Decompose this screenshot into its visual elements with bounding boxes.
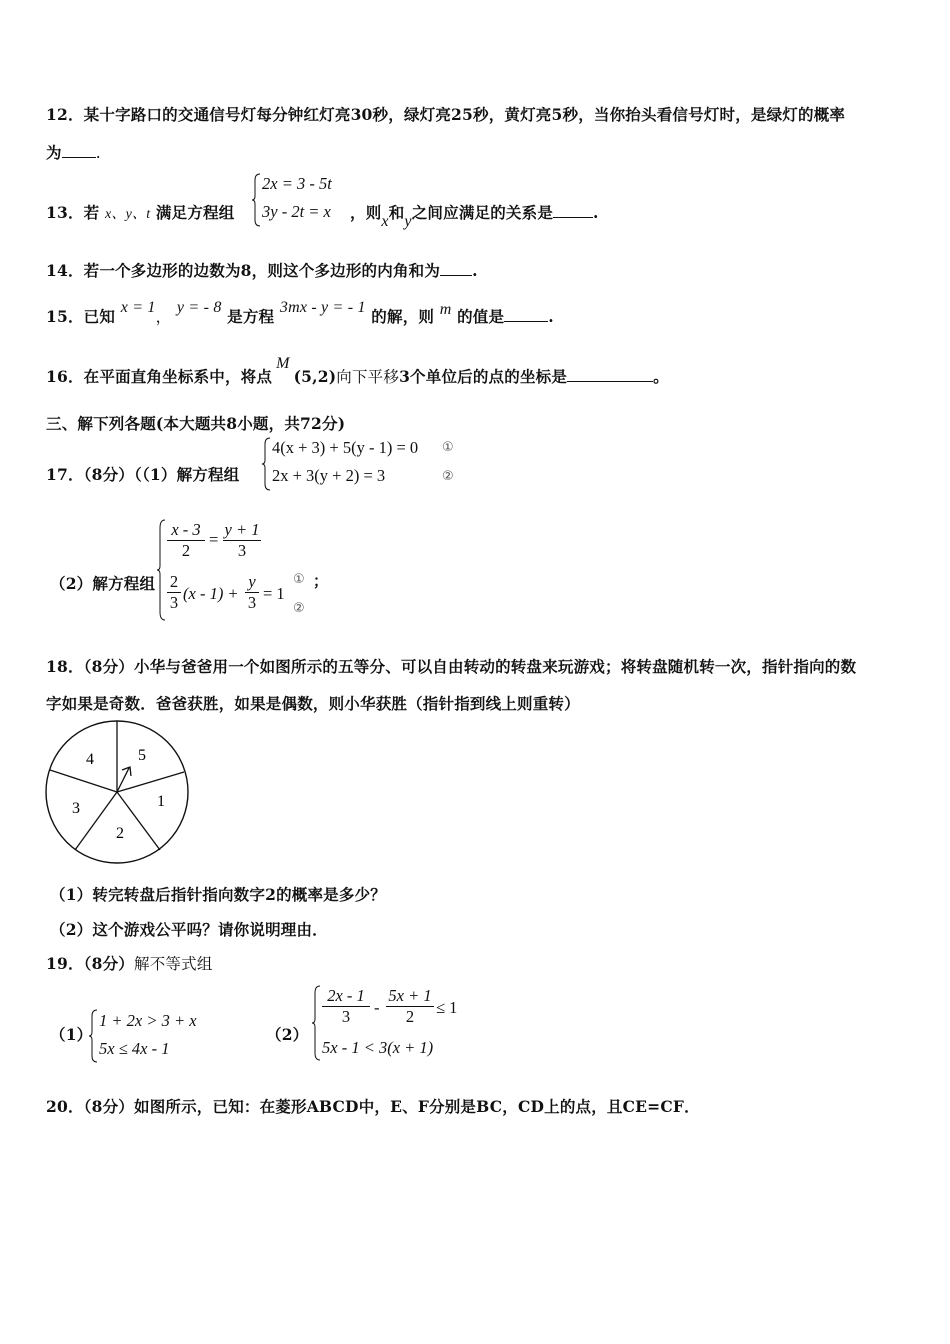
answer-blank	[62, 144, 96, 158]
q15-num: 15．已知	[46, 307, 116, 326]
q19-part2-label: （2）	[266, 1025, 309, 1044]
q19-head	[46, 952, 213, 974]
q15-m: m	[439, 301, 452, 318]
fraction	[245, 572, 259, 613]
circled-2-label: ②	[442, 469, 454, 484]
q15-comma: ，	[155, 308, 172, 326]
spinner-label: 4	[86, 751, 94, 768]
q18-sub2: （2）这个游戏公平吗？请你说明理由．	[50, 920, 328, 939]
fraction-numerator: 2x - 1	[327, 986, 365, 1005]
q18-line2: 字如果是奇数．爸爸获胜，如果是偶数，则小华获胜（指针指到线上则重转）	[46, 694, 580, 713]
fraction	[167, 520, 205, 561]
q13-eq1: 2x = 3 - 5t	[262, 174, 332, 193]
q17-eq2: 2x + 3(y + 2) = 3	[272, 466, 386, 485]
semicolon: ；	[313, 572, 329, 590]
brace-icon	[252, 172, 262, 228]
q15-tail1: 的解，则	[371, 307, 435, 326]
q13-num: 13．若	[46, 203, 100, 222]
q15-tail2: 的值是	[457, 307, 505, 326]
answer-blank	[553, 204, 593, 218]
q16-tail: 3个单位后的点的坐标是	[399, 367, 568, 386]
answer-blank	[567, 368, 653, 382]
q17-system2	[157, 518, 337, 622]
fraction-denominator: 2	[386, 1006, 434, 1027]
spinner-label: 2	[116, 825, 124, 842]
brace-icon	[312, 984, 322, 1062]
fraction-numerator: 5x + 1	[388, 986, 432, 1005]
q13-x: x	[381, 213, 389, 230]
brace-icon	[262, 436, 272, 492]
q14-line	[46, 259, 478, 281]
q16-line	[46, 355, 669, 387]
q15-end: .	[548, 307, 554, 326]
q12-end: .	[95, 144, 101, 162]
q12-line1: 12．某十字路口的交通信号灯每分钟红灯亮30秒，绿灯亮25秒，黄灯亮5秒，当你抬头看信号灯时，是绿灯的概率	[46, 105, 846, 124]
q15-mid: 是方程	[227, 307, 275, 326]
q18-line1: 18．（8分）小华与爸爸用一个如图所示的五等分、可以自由转动的转盘来玩游戏；将转盘随机转一次，指针指向的数	[46, 657, 857, 676]
q19-le-one: ≤ 1	[436, 998, 458, 1017]
q13-line	[46, 201, 234, 223]
q15-cond2: y = - 8	[176, 299, 222, 316]
answer-blank	[504, 308, 548, 322]
q14-end: .	[472, 261, 478, 280]
q13-tail	[350, 201, 599, 230]
q17-part2-label: （2）解方程组	[50, 574, 156, 593]
fraction	[386, 986, 434, 1027]
q19-system1	[89, 1008, 229, 1064]
circled-1-label: ①	[293, 572, 305, 587]
brace-icon	[89, 1008, 99, 1064]
fraction	[223, 520, 261, 561]
arrow-head-icon	[122, 767, 131, 776]
q15-line	[46, 299, 554, 327]
q16-num: 16．在平面直角坐标系中，将点	[46, 367, 273, 386]
q19-ineq2: 5x ≤ 4x - 1	[99, 1039, 170, 1058]
q18-sub1: （1）转完转盘后指针指向数字2的概率是多少？	[50, 885, 386, 904]
q19-ineq1: 1 + 2x > 3 + x	[99, 1011, 197, 1030]
fraction-denominator: 3	[223, 540, 261, 561]
q13-eq2: 3y - 2t = x	[262, 202, 331, 221]
q16-move: 向下平移	[336, 368, 400, 386]
spinner-label: 1	[157, 793, 165, 810]
q16-coord: (5,2)	[293, 367, 337, 386]
circled-1-label: ①	[442, 440, 454, 455]
fraction-denominator: 3	[322, 1006, 370, 1027]
q19-instruction: 解不等式组	[134, 955, 213, 973]
fraction-numerator: y	[248, 572, 256, 591]
spinner-divider	[50, 770, 117, 792]
fraction-denominator: 3	[245, 592, 259, 613]
spinner-label: 3	[72, 800, 80, 817]
q13-y: y	[404, 213, 412, 230]
fraction-numerator: x - 3	[171, 520, 201, 539]
equals-sign: =	[209, 530, 219, 549]
spinner-divider	[117, 772, 184, 792]
q13-system	[252, 172, 362, 228]
circled-2-label: ②	[293, 601, 305, 616]
q12-line2	[46, 141, 101, 163]
q13-then: ，则	[350, 203, 382, 222]
q13-relation: 之间应满足的关系是	[411, 203, 554, 222]
fraction-denominator: 3	[167, 592, 181, 613]
q13-end: .	[593, 203, 599, 222]
minus-sign: -	[374, 998, 380, 1017]
q19-system2	[312, 984, 482, 1062]
fraction	[167, 572, 181, 613]
spinner-figure	[42, 718, 194, 868]
q13-mid: 满足方程组	[155, 203, 235, 222]
fraction-numerator: y + 1	[224, 520, 260, 539]
q17-head: 17．（8分）（（1）解方程组	[46, 465, 240, 484]
q19-ineq-b2: 5x - 1 < 3(x + 1)	[322, 1038, 434, 1057]
brace-icon	[157, 518, 167, 622]
q13-and: 和	[388, 203, 405, 222]
fraction	[322, 986, 370, 1027]
q14-text: 14．若一个多边形的边数为8，则这个多边形的内角和为	[46, 261, 441, 280]
spinner-label: 5	[138, 747, 146, 764]
q17-mid-expr: (x - 1) +	[183, 584, 239, 603]
q16-point-m: M	[276, 355, 290, 372]
q13-vars: x、y、t	[104, 207, 151, 222]
q17-eq1: 4(x + 3) + 5(y - 1) = 0	[272, 438, 419, 457]
q15-cond1: x = 1	[120, 299, 156, 316]
section-3-title: 三、解下列各题(本大题共8小题，共72分)	[46, 414, 346, 433]
fraction-denominator: 2	[167, 540, 205, 561]
q16-end: 。	[653, 367, 669, 386]
q19-part1-label: （1）	[50, 1025, 93, 1044]
q15-equation: 3mx - y = - 1	[279, 299, 366, 316]
q17-system1	[262, 436, 472, 492]
q17-rhs: = 1	[263, 584, 285, 603]
fraction-numerator: 2	[169, 572, 179, 591]
answer-blank	[440, 262, 472, 276]
q19-num: 19．（8分）	[46, 954, 135, 973]
q12-prefix: 为	[46, 143, 62, 162]
spinner-divider	[75, 792, 117, 850]
q20-line: 20．（8分）如图所示，已知：在菱形ABCD中，E、F分别是BC，CD上的点，且CE=CF．	[46, 1097, 700, 1116]
